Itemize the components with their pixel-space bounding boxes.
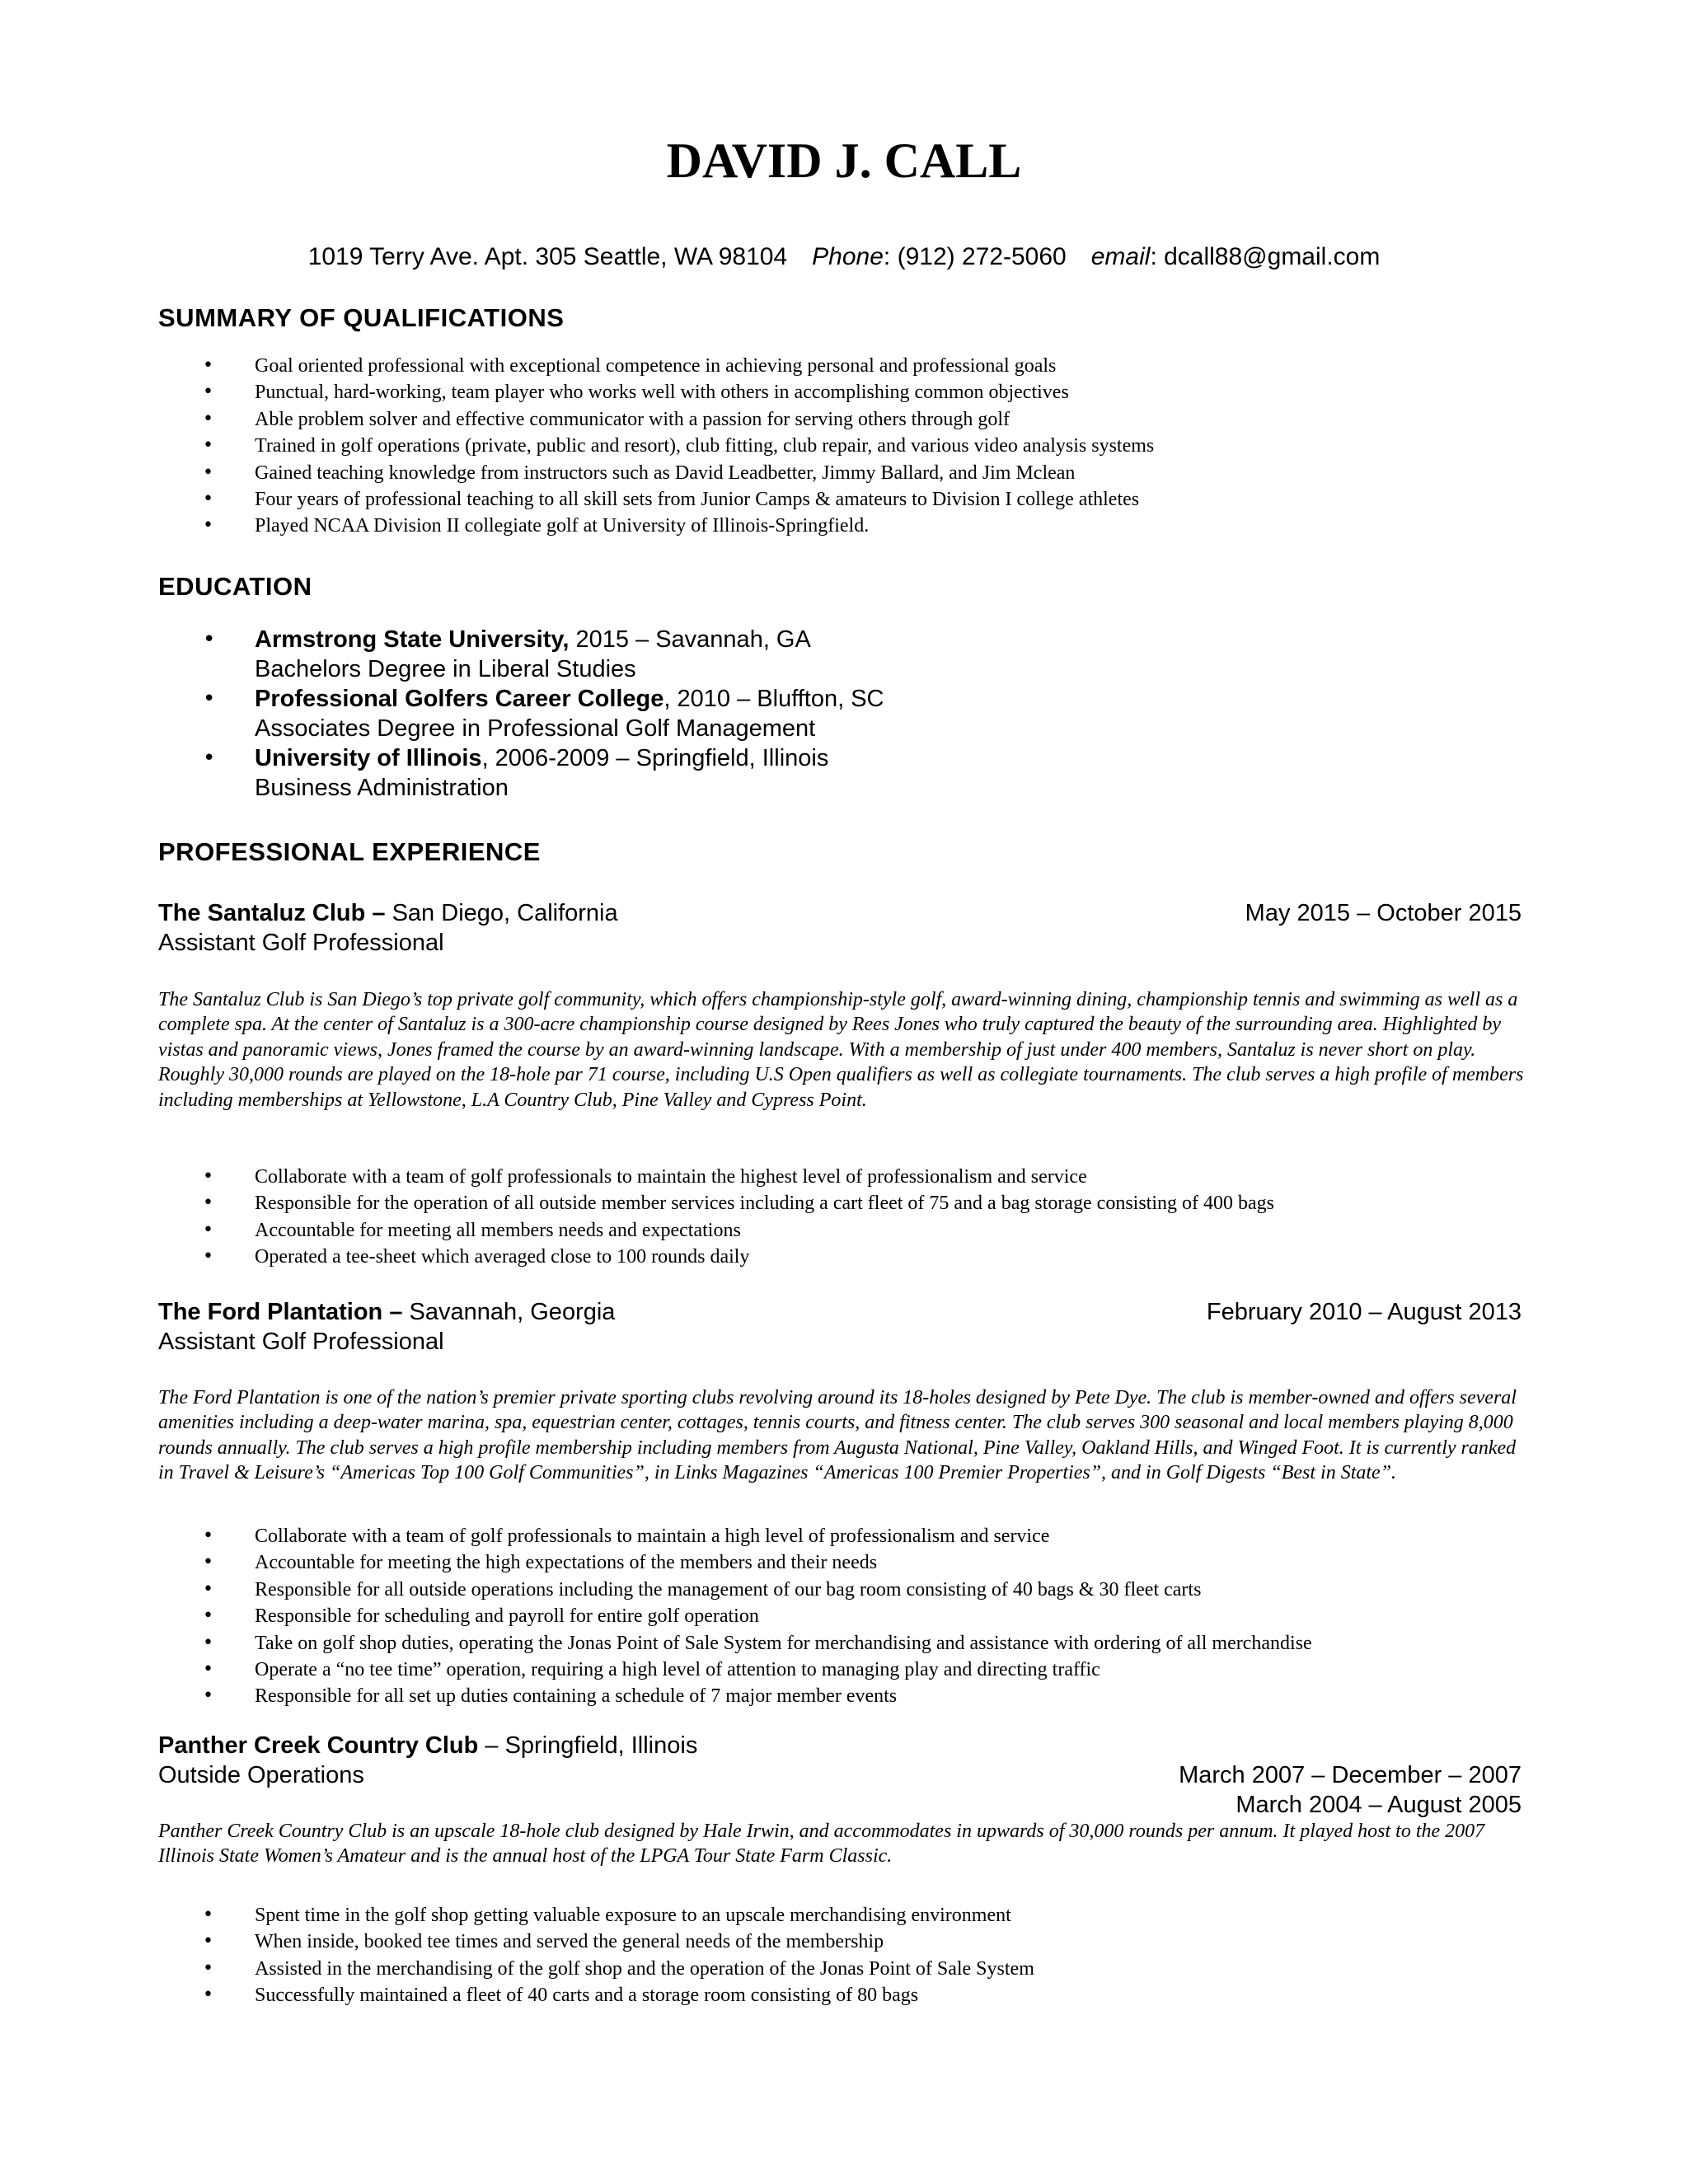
school-name: University of Illinois <box>255 745 482 771</box>
job-bullets <box>0 1902 1688 2009</box>
list-item: • Trained in golf operations (private, public and resort), club fitting, club repair, and various video analysis systems <box>0 433 1688 459</box>
education-detail: , 2010 – Bluffton, SC <box>663 686 884 712</box>
job-location: San Diego, California <box>385 900 618 926</box>
job-location: Savannah, Georgia <box>402 1299 616 1325</box>
list-item: • When inside, booked tee times and served the general needs of the membership <box>0 1929 1688 1955</box>
list-item: • Responsible for scheduling and payroll for entire golf operation <box>0 1603 1688 1629</box>
education-detail: , 2006-2009 – Springfield, Illinois <box>481 745 829 771</box>
summary-list <box>0 353 1688 540</box>
job-dates: March 2007 – December – 2007 <box>1179 1762 1522 1788</box>
list-item: • Responsible for all set up duties containing a schedule of 7 major member events <box>0 1683 1688 1709</box>
list-item: • Played NCAA Division II collegiate golf at University of Illinois-Springfield. <box>0 513 1688 539</box>
list-item: • Four years of professional teaching to all skill sets from Junior Camps & amateurs to Division I college athletes <box>0 486 1688 513</box>
job-bullets <box>0 1523 1688 1710</box>
education-list <box>0 625 1688 803</box>
education-item <box>0 625 1688 684</box>
contact-line: 1019 Terry Ave. Apt. 305 Seattle, WA 98104 Phone: (912) 272-5060 email: dcall88@gmail.com <box>307 243 1381 270</box>
job-description: Panther Creek Country Club is an upscale 18-hole club designed by Hale Irwin, and accommodates in upwards of 30,000 rounds per annum. It played host to the 2007 Illinois State Women’s Amateur and is the annual host of the LPGA Tour State Farm Classic. <box>158 1821 1485 1868</box>
education-item <box>0 743 1688 803</box>
list-item: • Accountable for meeting the high expectations of the members and their needs <box>0 1549 1688 1576</box>
degree: Business Administration <box>255 775 509 801</box>
list-item: • Operate a “no tee time” operation, requiring a high level of attention to managing play and directing traffic <box>0 1657 1688 1683</box>
education-item <box>0 684 1688 743</box>
list-item: • Responsible for the operation of all outside member services including a cart fleet of 75 and a bag storage consisting of 400 bags <box>0 1190 1688 1216</box>
email-address[interactable]: dcall88@gmail.com <box>1164 243 1381 270</box>
employer-name: The Santaluz Club – <box>158 900 386 926</box>
list-item: • Responsible for all outside operations including the management of our bag room consisting of 40 bags & 30 fleet carts <box>0 1577 1688 1603</box>
education-detail: 2015 – Savannah, GA <box>569 626 811 653</box>
school-name: Armstrong State University, <box>255 626 570 653</box>
job-description: The Ford Plantation is one of the nation’s premier private sporting clubs revolving around its 18-holes designed by Pete Dye. The club is member-owned and offers several amenities including a deep-water marina, spa, equestrian center, cottages, tennis courts, and fitness center. The club serves 300 seasonal and local members playing 8,000 rounds annually. The club serves a high profile membership including members from Augusta National, Pine Valley, Oakland Hills, and Winged Foot. It is currently ranked in Travel & Leisure’s “Americas Top 100 Golf Communities”, in Links Magazines “Americas 100 Premier Properties”, and in Golf Digests “Best in State”. <box>158 1387 1517 1484</box>
list-item: • Take on golf shop duties, operating the Jonas Point of Sale System for merchandising and assistance with ordering of all merchandise <box>0 1630 1688 1657</box>
list-item: • Collaborate with a team of golf professionals to maintain the highest level of professionalism and service <box>0 1164 1688 1190</box>
education-heading: EDUCATION <box>158 572 312 601</box>
summary-heading: SUMMARY OF QUALIFICATIONS <box>158 303 565 332</box>
list-item: • Goal oriented professional with exceptional competence in achieving personal and professional goals <box>0 353 1688 379</box>
job-bullets <box>0 1164 1688 1271</box>
job-description: The Santaluz Club is San Diego’s top private golf community, which offers championship-style golf, award-winning dining, championship tennis and swimming as well as a complete spa. At the center of Santaluz is a 300-acre championship course designed by Rees Jones who truly captured the beauty of the surrounding area. Highlighted by vistas and panoramic views, Jones framed the course by an award-winning landscape. With a membership of just under 400 members, Santaluz is never short on play. Roughly 30,000 rounds are played on the 18-hole par 71 course, including U.S Open qualifiers as well as collegiate tournaments. The club serves a high profile of members including memberships at Yellowstone, L.A Country Club, Pine Valley and Cypress Point. <box>158 989 1524 1111</box>
employer-name: Panther Creek Country Club <box>158 1732 479 1759</box>
job-location: – Springfield, Illinois <box>478 1732 698 1759</box>
job-header <box>158 898 1522 958</box>
list-item: • Gained teaching knowledge from instructors such as David Leadbetter, Jimmy Ballard, and Jim Mclean <box>0 460 1688 486</box>
job-title: Outside Operations <box>158 1762 364 1788</box>
list-item: • Assisted in the merchandising of the golf shop and the operation of the Jonas Point of Sale System <box>0 1956 1688 1982</box>
list-item: • Successfully maintained a fleet of 40 carts and a storage room consisting of 80 bags <box>0 1982 1688 2008</box>
job-title: Assistant Golf Professional <box>158 930 444 956</box>
list-item: • Able problem solver and effective communicator with a passion for serving others through golf <box>0 406 1688 433</box>
list-item: • Punctual, hard-working, team player who works well with others in accomplishing common objectives <box>0 379 1688 405</box>
candidate-name: DAVID J. CALL <box>666 134 1022 188</box>
degree: Associates Degree in Professional Golf Management <box>255 715 816 742</box>
list-item: • Operated a tee-sheet which averaged close to 100 rounds daily <box>0 1244 1688 1270</box>
job-dates-secondary: March 2004 – August 2005 <box>1236 1792 1522 1818</box>
phone-label: Phone <box>812 243 884 270</box>
degree: Bachelors Degree in Liberal Studies <box>255 656 636 682</box>
email-label: email <box>1090 243 1151 270</box>
job-dates: February 2010 – August 2013 <box>1206 1299 1522 1325</box>
job-dates: May 2015 – October 2015 <box>1245 900 1522 926</box>
phone-number: (912) 272-5060 <box>897 243 1067 270</box>
address: 1019 Terry Ave. Apt. 305 Seattle, WA 98104 <box>307 243 788 270</box>
job-header <box>158 1297 1522 1357</box>
list-item: • Accountable for meeting all members needs and expectations <box>0 1217 1688 1244</box>
experience-heading: PROFESSIONAL EXPERIENCE <box>158 837 541 866</box>
job-header <box>158 1731 1522 1820</box>
school-name: Professional Golfers Career College <box>255 686 664 712</box>
job-title: Assistant Golf Professional <box>158 1329 444 1355</box>
list-item: • Collaborate with a team of golf professionals to maintain a high level of professionalism and service <box>0 1523 1688 1549</box>
list-item: • Spent time in the golf shop getting valuable exposure to an upscale merchandising environment <box>0 1902 1688 1929</box>
employer-name: The Ford Plantation – <box>158 1299 403 1325</box>
